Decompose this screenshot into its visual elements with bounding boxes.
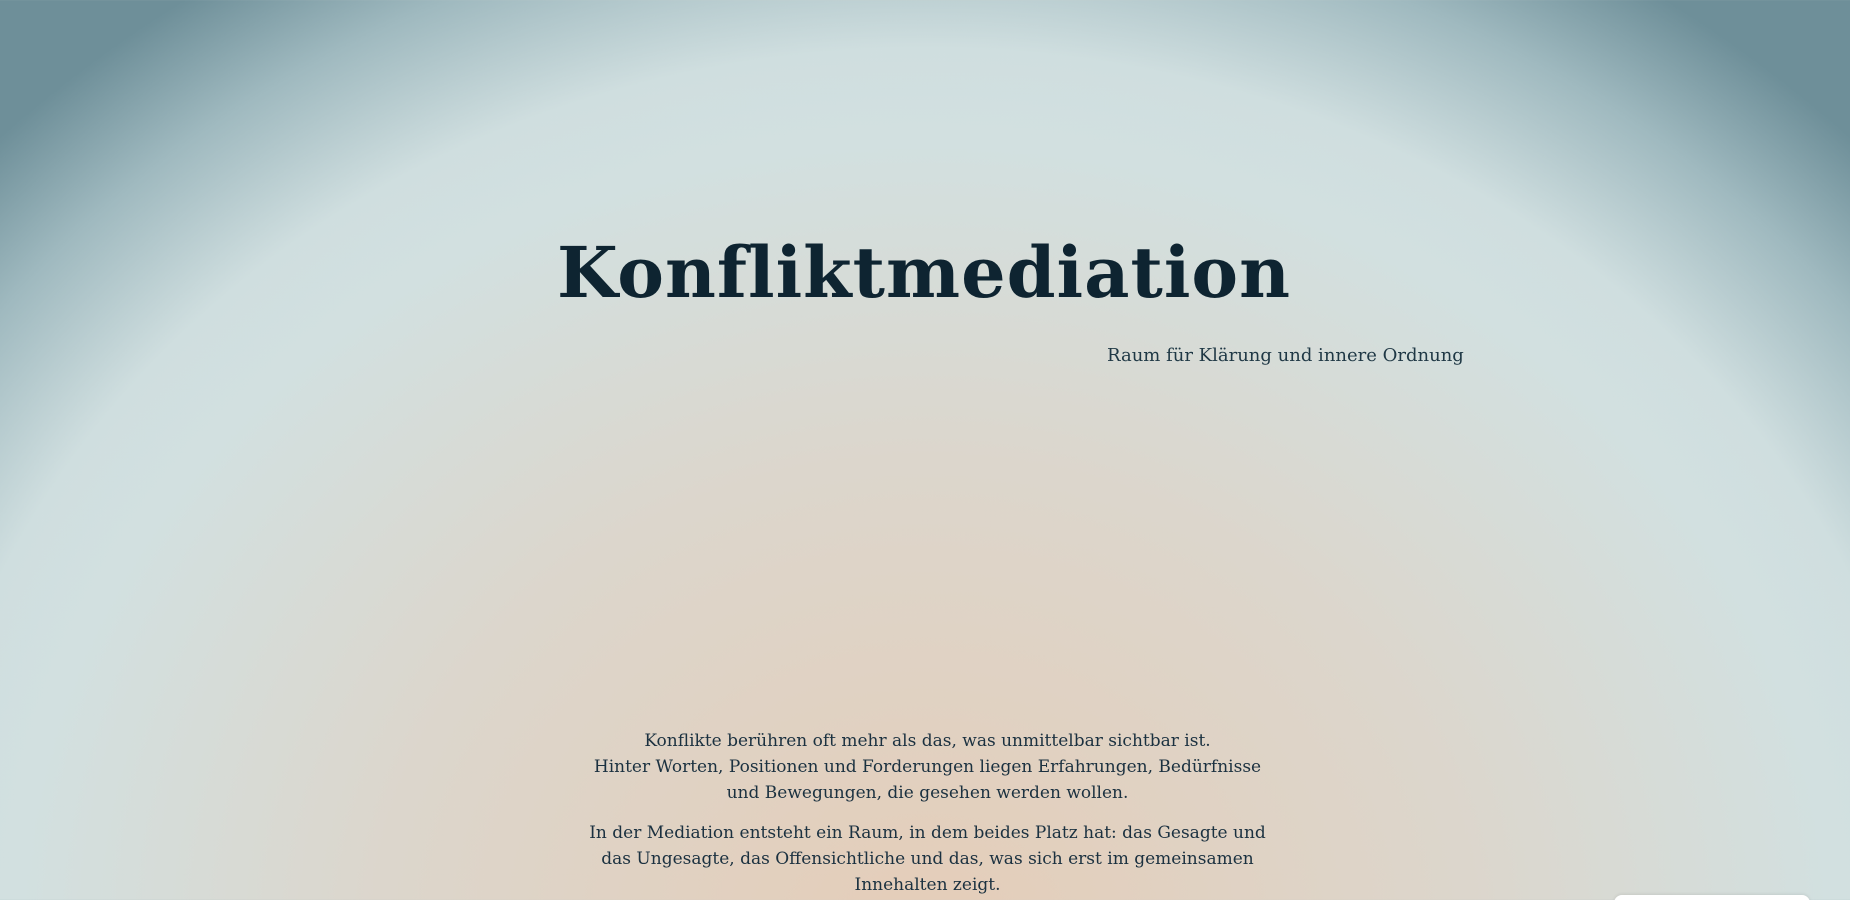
intro-text <box>575 728 1280 900</box>
intro-paragraph-1-line-1: Konflikte berühren oft mehr als das, was unmittelbar sichtbar ist. <box>644 731 1211 751</box>
intro-paragraph-1-line-2: Hinter Worten, Positionen und Forderungen liegen Erfahrungen, Bedürfnisse und Bewegungen, die gesehen werden wollen. <box>593 757 1262 803</box>
page-subtitle: Raum für Klärung und innere Ordnung <box>1107 345 1464 366</box>
intro-paragraph-1 <box>575 728 1280 806</box>
intro-paragraph-2: In der Mediation entsteht ein Raum, in dem beides Platz hat: das Gesagte und das Ungesagte, das Offensichtliche und das, was sich erst im gemeinsamen Innehalten zeigt. <box>589 823 1266 895</box>
corner-widget[interactable] <box>1614 895 1810 900</box>
page-title: Konfliktmediation <box>556 231 1292 314</box>
